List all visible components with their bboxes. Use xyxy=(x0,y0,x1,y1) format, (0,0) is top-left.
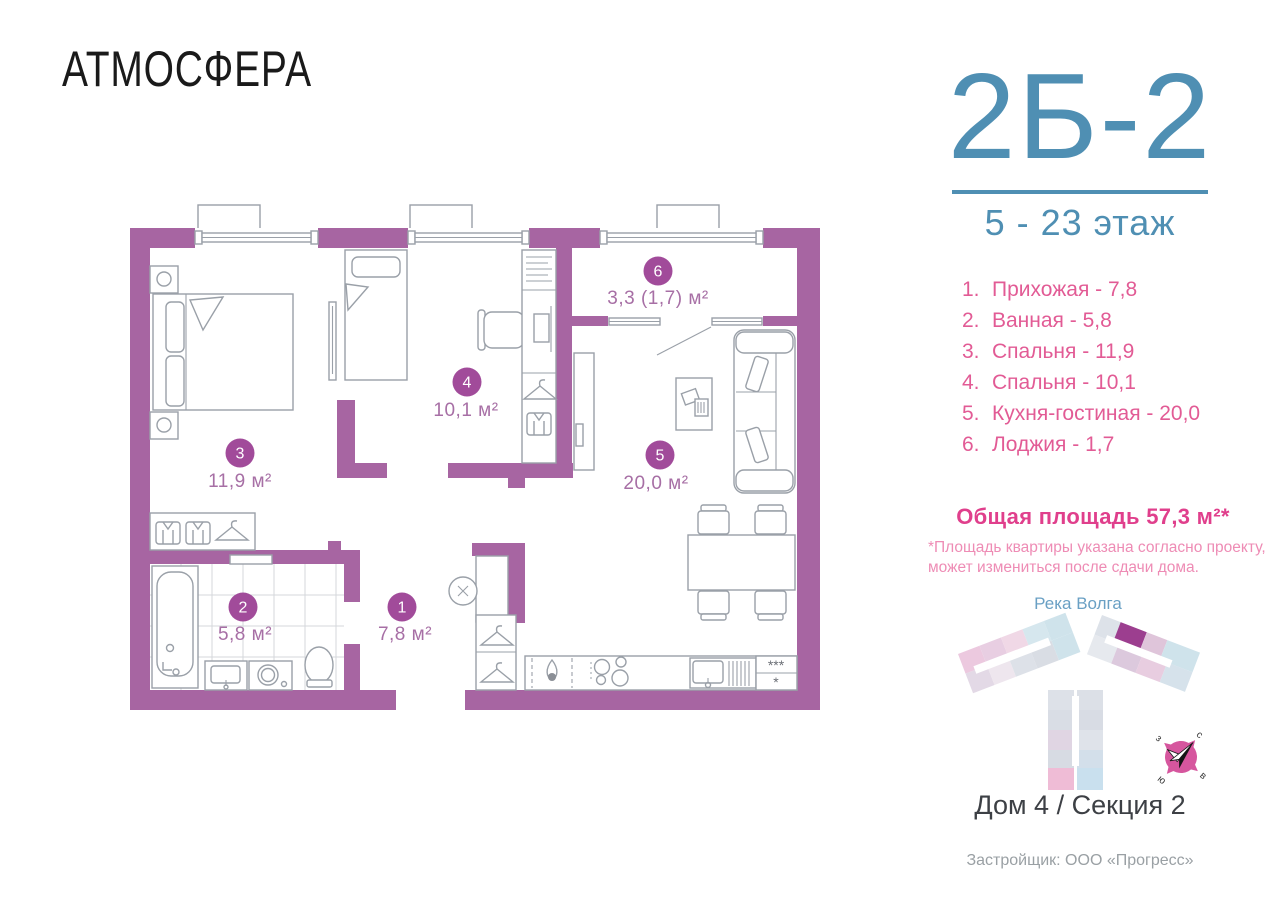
loggia-door-swing xyxy=(657,327,711,355)
room-list-num: 4. xyxy=(962,371,980,394)
kitchen-counter xyxy=(525,656,797,690)
site-plan xyxy=(958,613,1227,805)
bathtub-icon xyxy=(152,566,198,688)
room-list-num: 5. xyxy=(962,402,980,425)
room-area: 5,8 м² xyxy=(217,624,273,645)
room-area: 11,9 м² xyxy=(208,471,272,492)
room-number: 4 xyxy=(462,374,472,392)
window-icon xyxy=(600,231,763,244)
single-bed-icon xyxy=(345,250,407,380)
nightstand-icon xyxy=(150,412,178,439)
room-list-item xyxy=(962,367,1252,398)
room-number: 3 xyxy=(235,445,245,463)
room-number: 6 xyxy=(653,263,663,281)
bedroom4-furniture xyxy=(345,250,556,463)
compass-north: с xyxy=(1193,729,1205,741)
vent-fan-icon xyxy=(449,577,477,605)
dining-table-icon xyxy=(688,505,795,620)
room-number: 1 xyxy=(397,599,407,617)
windows xyxy=(195,228,763,248)
room-list-num: 6. xyxy=(962,433,980,456)
bath-sink-icon xyxy=(205,661,247,690)
room-list-item xyxy=(962,429,1252,460)
coffee-table-icon xyxy=(676,378,712,430)
river-label: Река Волга xyxy=(1034,594,1122,613)
compass-west: з xyxy=(1153,733,1164,745)
room-list-num: 1. xyxy=(962,278,980,301)
room-list-label: Спальня - 10,1 xyxy=(992,371,1136,394)
washing-machine-icon xyxy=(249,661,292,690)
window-icon xyxy=(195,231,318,244)
floor-range: 5 - 23 этаж xyxy=(984,202,1176,244)
towel-rail-icon xyxy=(230,555,272,564)
room-area: 20,0 м² xyxy=(623,473,689,494)
shaft-box xyxy=(476,556,508,622)
bedroom3-furniture xyxy=(150,266,293,550)
wardrobe-icon xyxy=(150,513,255,550)
room-list xyxy=(962,274,1252,460)
balcony-ledge xyxy=(410,205,472,231)
developer-logo: АТМОСФЕРА xyxy=(62,41,312,97)
balcony-ledge xyxy=(657,205,719,231)
floor-plan xyxy=(130,205,820,710)
hall-closet-icon xyxy=(476,615,516,690)
room-list-item xyxy=(962,398,1252,429)
bathroom-fixtures xyxy=(150,555,344,690)
unit-code: 2Б-2 xyxy=(947,48,1213,184)
room-list-label: Лоджия - 1,7 xyxy=(992,433,1115,456)
area-note-line2: может измениться после сдачи дома. xyxy=(928,559,1199,576)
room-list-label: Кухня-гостиная - 20,0 xyxy=(992,402,1201,425)
room-list-label: Спальня - 11,9 xyxy=(992,340,1135,363)
hallway-fixtures xyxy=(449,556,516,690)
room-number: 5 xyxy=(655,447,665,465)
cooler-star: * xyxy=(773,674,779,690)
room-list-num: 3. xyxy=(962,340,980,363)
window-icon xyxy=(408,231,529,244)
room-list-label: Ванная - 5,8 xyxy=(992,309,1112,332)
room-list-item xyxy=(962,336,1252,367)
freezer-stars: *** xyxy=(767,657,785,673)
house-section-label: Дом 4 / Секция 2 xyxy=(974,790,1186,820)
room-area: 7,8 м² xyxy=(377,624,433,645)
fridge-icon xyxy=(756,656,797,690)
area-note-line1: *Площадь квартиры указана согласно проекту, xyxy=(928,539,1266,556)
tv-stand-icon xyxy=(574,353,594,470)
developer-label: Застройщик: ООО «Прогресс» xyxy=(966,852,1194,869)
room-list-label: Прихожая - 7,8 xyxy=(992,278,1138,301)
compass-east: в xyxy=(1197,770,1209,782)
desk-chair-icon xyxy=(478,310,524,350)
room-area: 10,1 м² xyxy=(433,400,499,421)
shelving-column-icon xyxy=(522,250,556,463)
compass-south: ю xyxy=(1154,773,1168,787)
room-number: 2 xyxy=(238,599,248,617)
area-note xyxy=(928,538,1268,578)
building-wing-right xyxy=(1087,615,1200,692)
building-wing-left xyxy=(958,613,1080,693)
room-list-num: 2. xyxy=(962,309,980,332)
building-wing-bottom xyxy=(1048,690,1103,790)
unit-title-block xyxy=(930,48,1230,244)
toilet-icon xyxy=(305,647,333,687)
title-divider xyxy=(952,190,1208,194)
kitchen-sink-icon xyxy=(690,658,756,688)
room-list-item xyxy=(962,274,1252,305)
balcony-ledge xyxy=(198,205,260,231)
double-bed-icon xyxy=(153,294,293,410)
sofa-icon xyxy=(734,330,795,493)
sliding-door xyxy=(329,302,336,380)
room-area: 3,3 (1,7) м² xyxy=(607,288,709,309)
room-list-item xyxy=(962,305,1252,336)
nightstand-icon xyxy=(150,266,178,293)
total-area: Общая площадь 57,3 м²* xyxy=(956,504,1230,529)
